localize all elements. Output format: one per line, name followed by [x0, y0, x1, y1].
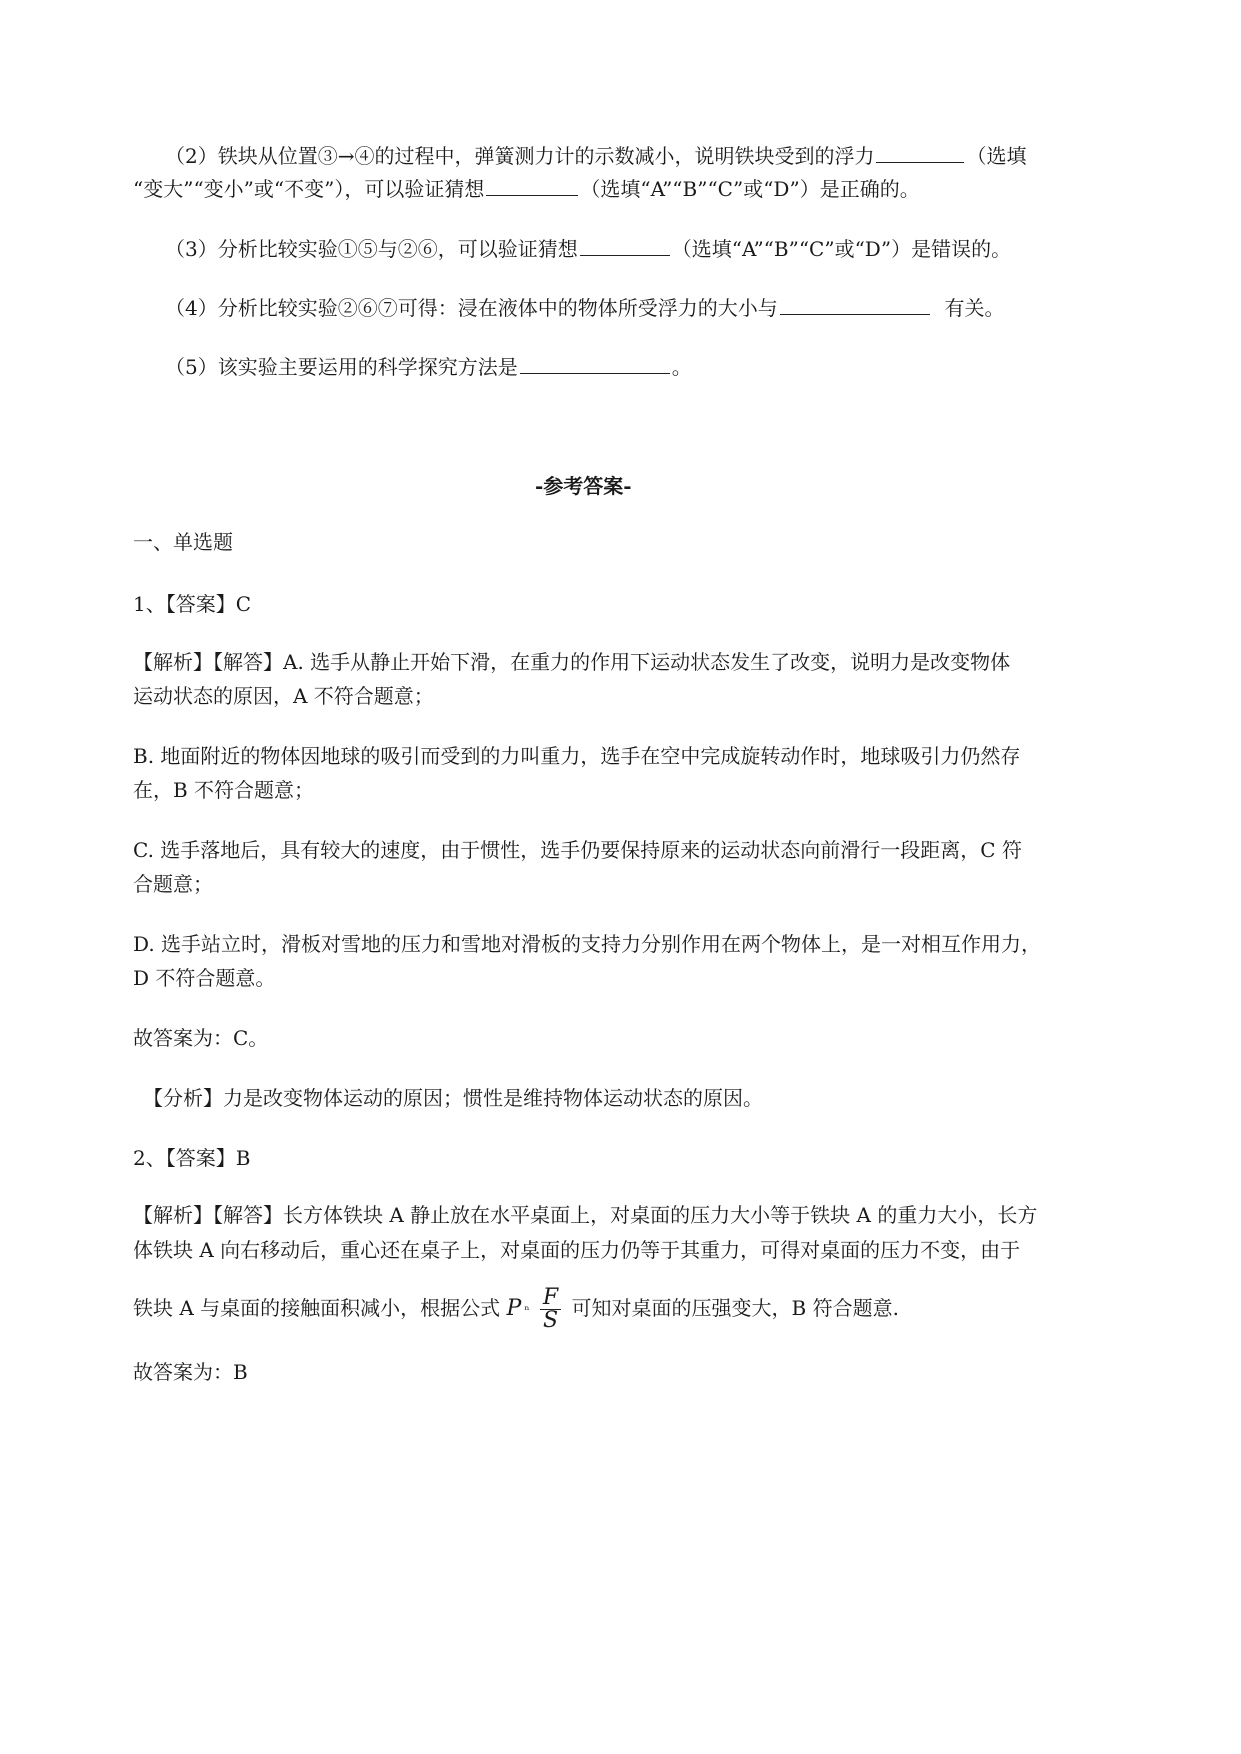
question-text: 。 — [671, 355, 692, 379]
answer-blank[interactable] — [780, 296, 930, 315]
answer-blank[interactable] — [486, 177, 578, 196]
section-heading: 一、单选题 — [133, 530, 233, 554]
answer-2-conclusion: 故答案为：B — [133, 1360, 248, 1384]
formula-denominator: S — [543, 1308, 559, 1333]
answer-2-explanation-line-formula — [133, 1280, 899, 1338]
answer-1-explanation-line: 【解析】【解答】A. 选手从静止开始下滑，在重力的作用下运动状态发生了改变，说明力是改变物体 — [133, 650, 1011, 674]
explanation-text: 铁块 A 与桌面的接触面积减小，根据公式 — [133, 1296, 501, 1320]
answer-1-conclusion: 故答案为：C。 — [133, 1026, 269, 1050]
answer-blank[interactable] — [520, 355, 670, 374]
answer-1-explanation-line: D 不符合题意。 — [133, 966, 276, 990]
answer-1-explanation-line: 运动状态的原因，A 不符合题意； — [133, 684, 434, 708]
question-5 — [165, 353, 692, 381]
answer-2-explanation-line: 体铁块 A 向右移动后，重心还在桌子上，对桌面的压力仍等于其重力，可得对桌面的压力不变，由于 — [133, 1238, 1021, 1262]
question-text: （选填 — [966, 144, 1027, 168]
answer-1-heading: 1、【答案】C — [133, 592, 252, 616]
question-2-line-1 — [165, 142, 1026, 170]
formula-numerator: F — [540, 1287, 561, 1310]
question-4 — [165, 294, 1004, 322]
formula-fraction — [540, 1287, 561, 1332]
question-text: （选填“A”“B”“C”或“D”）是正确的。 — [580, 177, 920, 201]
question-3 — [165, 235, 1011, 263]
answer-1-explanation-line: B. 地面附近的物体因地球的吸引而受到的力叫重力，选手在空中完成旋转动作时，地球吸引力仍然存 — [133, 744, 1021, 768]
formula-pressure-symbol: P — [506, 1296, 522, 1321]
answer-1-explanation-line: 在，B 不符合题意； — [133, 778, 315, 802]
answer-2-heading: 2、【答案】B — [133, 1146, 251, 1170]
answer-1-explanation-line: D. 选手站立时，滑板对雪地的压力和雪地对滑板的支持力分别作用在两个物体上，是一对相互作用力， — [133, 932, 1042, 956]
answer-1-explanation-line: 合题意； — [133, 872, 213, 896]
answer-1-explanation-line: C. 选手落地后，具有较大的速度，由于惯性，选手仍要保持原来的运动状态向前滑行一段距离，C 符 — [133, 838, 1022, 862]
answer-1-analysis: 【分析】力是改变物体运动的原因；惯性是维持物体运动状态的原因。 — [143, 1086, 763, 1110]
question-text: “变大”“变小”或“不变”），可以验证猜想 — [133, 177, 485, 201]
formula-equals-glyph: ⁿ — [524, 1302, 530, 1317]
answer-key-title: -参考答案- — [535, 474, 632, 498]
explanation-text: 可知对桌面的压强变大，B 符合题意. — [571, 1296, 899, 1320]
answer-2-explanation-line: 【解析】【解答】长方体铁块 A 静止放在水平桌面上，对桌面的压力大小等于铁块 A 的重力大小，长方 — [133, 1203, 1038, 1227]
question-text: （5）该实验主要运用的科学探究方法是 — [165, 355, 518, 379]
question-text: 有关。 — [944, 296, 1005, 320]
answer-blank[interactable] — [876, 144, 964, 163]
question-text: （2）铁块从位置③→④的过程中，弹簧测力计的示数减小，说明铁块受到的浮力 — [165, 144, 875, 168]
answer-blank[interactable] — [580, 237, 670, 256]
question-text: （4）分析比较实验②⑥⑦可得：浸在液体中的物体所受浮力的大小与 — [165, 296, 778, 320]
question-2-line-2 — [133, 175, 920, 203]
question-text: （3）分析比较实验①⑤与②⑥，可以验证猜想 — [165, 237, 578, 261]
question-text: （选填“A”“B”“C”或“D”）是错误的。 — [671, 237, 1012, 261]
